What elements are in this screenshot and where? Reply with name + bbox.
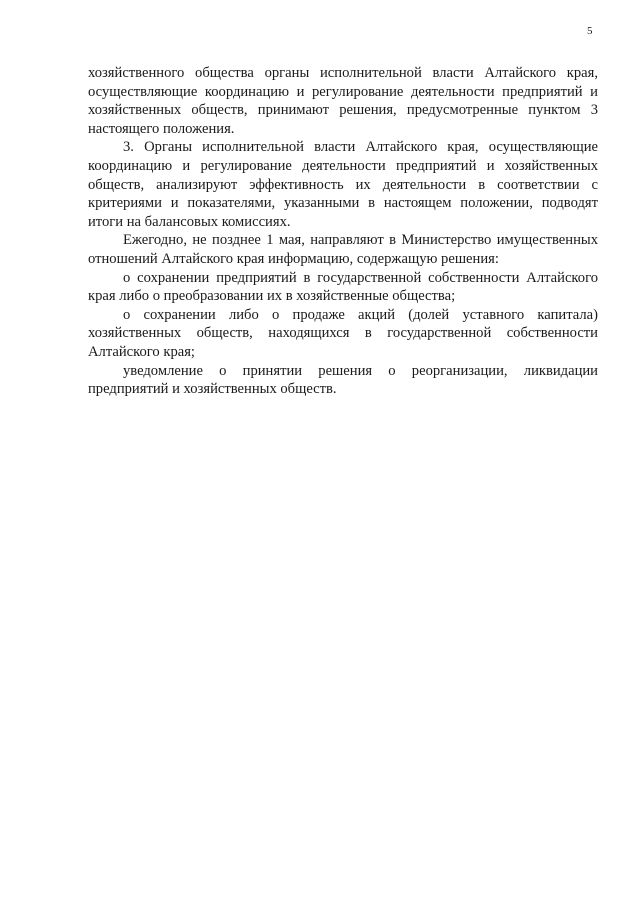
document-body [88,64,598,399]
paragraph-option-preserve-enterprises: о сохранении предприятий в государственной собственности Алтайского края либо о преобразовании их в хозяйственные общества; [88,269,598,305]
paragraph-option-shares: о сохранении либо о продаже акций (долей уставного капитала) хозяйственных обществ, находящихся в государственной собственности Алтайского края; [88,306,598,360]
paragraph-annual-report: Ежегодно, не позднее 1 мая, направляют в Министерство имущественных отношений Алтайского края информацию, содержащую решения: [88,232,598,267]
paragraph-continuation: хозяйственного общества органы исполнительной власти Алтайского края, осуществляющие координацию и регулирование деятельности предприятий и хозяйственных обществ, принимают решения, предусмотренные пунктом 3 настоящего положения. [88,65,598,137]
page-number: 5 [587,25,593,37]
paragraph-option-reorganization: уведомление о принятии решения о реорганизации, ликвидации предприятий и хозяйственных обществ. [88,362,598,398]
paragraph-item-3: 3. Органы исполнительной власти Алтайского края, осуществляющие координацию и регулирование деятельности предприятий и хозяйственных обществ, анализируют эффективность их деятельности в соответствии с критериями и показателями, указанными в настоящем положении, подводят итоги на балансовых комиссиях. [88,139,598,230]
